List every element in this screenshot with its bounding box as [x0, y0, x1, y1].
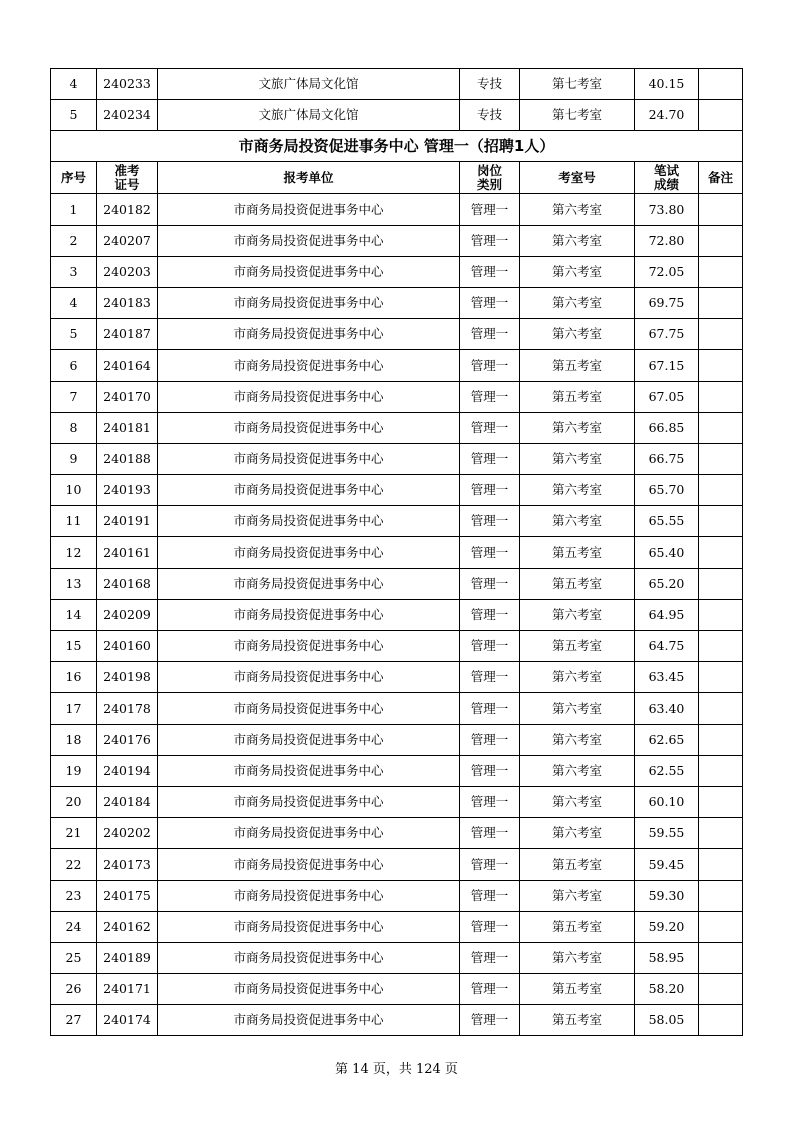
header-exam-id: 准考 证号	[97, 162, 158, 194]
cell-no: 7	[51, 381, 97, 412]
cell-post-type: 管理一	[460, 225, 520, 256]
table-row	[51, 350, 743, 381]
cell-no: 18	[51, 724, 97, 755]
cell-room: 第五考室	[520, 974, 635, 1005]
cell-score: 67.15	[635, 350, 699, 381]
cell-room: 第六考室	[520, 818, 635, 849]
cell-no: 15	[51, 631, 97, 662]
cell-unit: 市商务局投资促进事务中心	[158, 693, 460, 724]
cell-post-type: 管理一	[460, 599, 520, 630]
cell-exam-id: 240161	[97, 537, 158, 568]
cell-no: 27	[51, 1005, 97, 1036]
cell-unit: 市商务局投资促进事务中心	[158, 1005, 460, 1036]
cell-score: 64.95	[635, 599, 699, 630]
header-room: 考室号	[520, 162, 635, 194]
cell-no: 24	[51, 911, 97, 942]
cell-exam-id: 240174	[97, 1005, 158, 1036]
cell-no: 4	[51, 69, 97, 100]
cell-score: 59.45	[635, 849, 699, 880]
cell-no: 22	[51, 849, 97, 880]
cell-room: 第五考室	[520, 350, 635, 381]
section-title-row	[51, 131, 743, 162]
cell-room: 第五考室	[520, 911, 635, 942]
cell-post-type: 管理一	[460, 506, 520, 537]
table-row	[51, 755, 743, 786]
cell-exam-id: 240170	[97, 381, 158, 412]
cell-post-type: 管理一	[460, 724, 520, 755]
cell-no: 14	[51, 599, 97, 630]
cell-score: 62.55	[635, 755, 699, 786]
cell-exam-id: 240171	[97, 974, 158, 1005]
table-row	[51, 568, 743, 599]
cell-score: 66.75	[635, 443, 699, 474]
cell-score: 73.80	[635, 194, 699, 225]
table-row	[51, 225, 743, 256]
cell-post-type: 管理一	[460, 350, 520, 381]
cell-room: 第七考室	[520, 69, 635, 100]
cell-post-type: 管理一	[460, 475, 520, 506]
cell-post-type: 管理一	[460, 849, 520, 880]
cell-post-type: 管理一	[460, 880, 520, 911]
table-row	[51, 724, 743, 755]
cell-score: 65.40	[635, 537, 699, 568]
cell-room: 第六考室	[520, 942, 635, 973]
cell-room: 第六考室	[520, 755, 635, 786]
cell-no: 20	[51, 786, 97, 817]
cell-exam-id: 240162	[97, 911, 158, 942]
table-row	[51, 693, 743, 724]
score-table	[50, 68, 743, 1036]
cell-no: 13	[51, 568, 97, 599]
cell-score: 59.55	[635, 818, 699, 849]
cell-unit: 市商务局投资促进事务中心	[158, 506, 460, 537]
cell-post-type: 管理一	[460, 568, 520, 599]
cell-no: 6	[51, 350, 97, 381]
cell-exam-id: 240175	[97, 880, 158, 911]
cell-note	[699, 256, 743, 287]
table-row	[51, 631, 743, 662]
cell-note	[699, 381, 743, 412]
cell-note	[699, 662, 743, 693]
cell-exam-id: 240191	[97, 506, 158, 537]
cell-post-type: 管理一	[460, 319, 520, 350]
cell-note	[699, 849, 743, 880]
header-no: 序号	[51, 162, 97, 194]
cell-no: 1	[51, 194, 97, 225]
cell-unit: 市商务局投资促进事务中心	[158, 256, 460, 287]
cell-note	[699, 599, 743, 630]
cell-score: 59.20	[635, 911, 699, 942]
cell-note	[699, 506, 743, 537]
column-header-row	[51, 162, 743, 194]
cell-unit: 市商务局投资促进事务中心	[158, 194, 460, 225]
cell-exam-id: 240193	[97, 475, 158, 506]
cell-score: 58.05	[635, 1005, 699, 1036]
cell-exam-id: 240203	[97, 256, 158, 287]
cell-score: 60.10	[635, 786, 699, 817]
table-row	[51, 537, 743, 568]
cell-room: 第六考室	[520, 287, 635, 318]
cell-unit: 市商务局投资促进事务中心	[158, 287, 460, 318]
cell-unit: 市商务局投资促进事务中心	[158, 755, 460, 786]
cell-room: 第五考室	[520, 1005, 635, 1036]
cell-post-type: 管理一	[460, 942, 520, 973]
cell-note	[699, 537, 743, 568]
cell-post-type: 管理一	[460, 786, 520, 817]
cell-room: 第六考室	[520, 412, 635, 443]
cell-exam-id: 240187	[97, 319, 158, 350]
cell-no: 26	[51, 974, 97, 1005]
cell-room: 第六考室	[520, 443, 635, 474]
cell-no: 3	[51, 256, 97, 287]
table-row	[51, 194, 743, 225]
cell-unit: 市商务局投资促进事务中心	[158, 911, 460, 942]
cell-unit: 市商务局投资促进事务中心	[158, 537, 460, 568]
cell-score: 63.45	[635, 662, 699, 693]
cell-unit: 市商务局投资促进事务中心	[158, 662, 460, 693]
cell-no: 2	[51, 225, 97, 256]
cell-score: 59.30	[635, 880, 699, 911]
cell-score: 66.85	[635, 412, 699, 443]
cell-note	[699, 1005, 743, 1036]
cell-unit: 市商务局投资促进事务中心	[158, 412, 460, 443]
cell-post-type: 专技	[460, 100, 520, 131]
cell-room: 第六考室	[520, 475, 635, 506]
cell-score: 58.20	[635, 974, 699, 1005]
cell-room: 第六考室	[520, 506, 635, 537]
table-row	[51, 506, 743, 537]
cell-note	[699, 568, 743, 599]
table-row	[51, 786, 743, 817]
cell-note	[699, 475, 743, 506]
table-row	[51, 942, 743, 973]
cell-score: 40.15	[635, 69, 699, 100]
cell-room: 第六考室	[520, 786, 635, 817]
cell-post-type: 管理一	[460, 974, 520, 1005]
cell-note	[699, 631, 743, 662]
cell-exam-id: 240189	[97, 942, 158, 973]
cell-note	[699, 911, 743, 942]
cell-note	[699, 724, 743, 755]
cell-unit: 市商务局投资促进事务中心	[158, 225, 460, 256]
cell-room: 第六考室	[520, 319, 635, 350]
cell-unit: 市商务局投资促进事务中心	[158, 818, 460, 849]
cell-unit: 文旅广体局文化馆	[158, 100, 460, 131]
cell-post-type: 管理一	[460, 693, 520, 724]
cell-room: 第六考室	[520, 880, 635, 911]
cell-no: 16	[51, 662, 97, 693]
cell-post-type: 管理一	[460, 911, 520, 942]
cell-unit: 市商务局投资促进事务中心	[158, 319, 460, 350]
cell-no: 23	[51, 880, 97, 911]
cell-post-type: 管理一	[460, 662, 520, 693]
cell-exam-id: 240233	[97, 69, 158, 100]
section-block	[51, 131, 743, 194]
cell-exam-id: 240176	[97, 724, 158, 755]
cell-room: 第五考室	[520, 381, 635, 412]
table-row	[51, 475, 743, 506]
cell-note	[699, 350, 743, 381]
cell-unit: 市商务局投资促进事务中心	[158, 475, 460, 506]
cell-score: 58.95	[635, 942, 699, 973]
cell-exam-id: 240194	[97, 755, 158, 786]
score-sheet	[50, 68, 742, 1036]
table-row	[51, 69, 743, 100]
cell-unit: 市商务局投资促进事务中心	[158, 350, 460, 381]
table-row	[51, 662, 743, 693]
cell-room: 第五考室	[520, 849, 635, 880]
cell-room: 第五考室	[520, 568, 635, 599]
cell-exam-id: 240178	[97, 693, 158, 724]
cell-room: 第六考室	[520, 662, 635, 693]
cell-score: 62.65	[635, 724, 699, 755]
cell-score: 63.40	[635, 693, 699, 724]
cell-post-type: 管理一	[460, 755, 520, 786]
cell-note	[699, 786, 743, 817]
cell-room: 第六考室	[520, 599, 635, 630]
cell-no: 5	[51, 319, 97, 350]
cell-score: 72.05	[635, 256, 699, 287]
cell-post-type: 管理一	[460, 381, 520, 412]
cell-note	[699, 69, 743, 100]
cell-note	[699, 880, 743, 911]
cell-no: 9	[51, 443, 97, 474]
cell-note	[699, 287, 743, 318]
cell-note	[699, 942, 743, 973]
table-row	[51, 974, 743, 1005]
cell-no: 8	[51, 412, 97, 443]
cell-post-type: 管理一	[460, 412, 520, 443]
table-row	[51, 911, 743, 942]
table-row	[51, 381, 743, 412]
cell-note	[699, 443, 743, 474]
cell-post-type: 管理一	[460, 818, 520, 849]
cell-exam-id: 240164	[97, 350, 158, 381]
cell-unit: 市商务局投资促进事务中心	[158, 880, 460, 911]
table-row	[51, 287, 743, 318]
cell-post-type: 管理一	[460, 537, 520, 568]
cell-post-type: 管理一	[460, 1005, 520, 1036]
cell-post-type: 管理一	[460, 287, 520, 318]
cell-exam-id: 240209	[97, 599, 158, 630]
table-row	[51, 880, 743, 911]
cell-exam-id: 240188	[97, 443, 158, 474]
cell-no: 4	[51, 287, 97, 318]
table-row	[51, 100, 743, 131]
cell-post-type: 管理一	[460, 443, 520, 474]
cell-score: 64.75	[635, 631, 699, 662]
header-note: 备注	[699, 162, 743, 194]
cell-room: 第六考室	[520, 256, 635, 287]
previous-section-rows	[51, 69, 743, 131]
header-score: 笔试 成绩	[635, 162, 699, 194]
cell-no: 12	[51, 537, 97, 568]
header-post-type: 岗位 类别	[460, 162, 520, 194]
cell-exam-id: 240181	[97, 412, 158, 443]
cell-score: 67.05	[635, 381, 699, 412]
cell-exam-id: 240184	[97, 786, 158, 817]
cell-note	[699, 225, 743, 256]
table-row	[51, 319, 743, 350]
cell-exam-id: 240182	[97, 194, 158, 225]
cell-post-type: 管理一	[460, 631, 520, 662]
cell-note	[699, 693, 743, 724]
cell-score: 65.20	[635, 568, 699, 599]
cell-no: 21	[51, 818, 97, 849]
cell-no: 25	[51, 942, 97, 973]
cell-unit: 市商务局投资促进事务中心	[158, 381, 460, 412]
cell-unit: 市商务局投资促进事务中心	[158, 443, 460, 474]
cell-no: 11	[51, 506, 97, 537]
cell-exam-id: 240168	[97, 568, 158, 599]
section-title: 市商务局投资促进事务中心 管理一（招聘1人）	[51, 131, 743, 162]
cell-unit: 市商务局投资促进事务中心	[158, 974, 460, 1005]
cell-no: 5	[51, 100, 97, 131]
cell-unit: 市商务局投资促进事务中心	[158, 599, 460, 630]
cell-post-type: 管理一	[460, 194, 520, 225]
cell-no: 17	[51, 693, 97, 724]
cell-score: 24.70	[635, 100, 699, 131]
table-row	[51, 443, 743, 474]
cell-room: 第五考室	[520, 631, 635, 662]
cell-unit: 市商务局投资促进事务中心	[158, 942, 460, 973]
cell-note	[699, 412, 743, 443]
cell-note	[699, 194, 743, 225]
cell-unit: 市商务局投资促进事务中心	[158, 631, 460, 662]
cell-note	[699, 974, 743, 1005]
table-row	[51, 1005, 743, 1036]
cell-exam-id: 240173	[97, 849, 158, 880]
cell-exam-id: 240207	[97, 225, 158, 256]
cell-room: 第六考室	[520, 194, 635, 225]
table-row	[51, 818, 743, 849]
cell-score: 65.55	[635, 506, 699, 537]
cell-note	[699, 755, 743, 786]
table-row	[51, 412, 743, 443]
cell-score: 65.70	[635, 475, 699, 506]
cell-note	[699, 818, 743, 849]
cell-post-type: 管理一	[460, 256, 520, 287]
cell-exam-id: 240183	[97, 287, 158, 318]
header-unit: 报考单位	[158, 162, 460, 194]
cell-unit: 市商务局投资促进事务中心	[158, 849, 460, 880]
table-row	[51, 599, 743, 630]
cell-exam-id: 240234	[97, 100, 158, 131]
cell-room: 第七考室	[520, 100, 635, 131]
section-rows	[51, 194, 743, 1036]
cell-exam-id: 240198	[97, 662, 158, 693]
cell-unit: 市商务局投资促进事务中心	[158, 786, 460, 817]
cell-post-type: 专技	[460, 69, 520, 100]
cell-unit: 市商务局投资促进事务中心	[158, 568, 460, 599]
cell-exam-id: 240160	[97, 631, 158, 662]
cell-unit: 文旅广体局文化馆	[158, 69, 460, 100]
cell-note	[699, 319, 743, 350]
cell-score: 69.75	[635, 287, 699, 318]
cell-score: 72.80	[635, 225, 699, 256]
table-row	[51, 849, 743, 880]
cell-score: 67.75	[635, 319, 699, 350]
page-footer: 第 14 页，共 124 页	[335, 1062, 458, 1077]
cell-note	[699, 100, 743, 131]
table-row	[51, 256, 743, 287]
cell-room: 第五考室	[520, 537, 635, 568]
cell-no: 10	[51, 475, 97, 506]
cell-exam-id: 240202	[97, 818, 158, 849]
cell-room: 第六考室	[520, 693, 635, 724]
cell-no: 19	[51, 755, 97, 786]
cell-room: 第六考室	[520, 724, 635, 755]
cell-unit: 市商务局投资促进事务中心	[158, 724, 460, 755]
cell-room: 第六考室	[520, 225, 635, 256]
